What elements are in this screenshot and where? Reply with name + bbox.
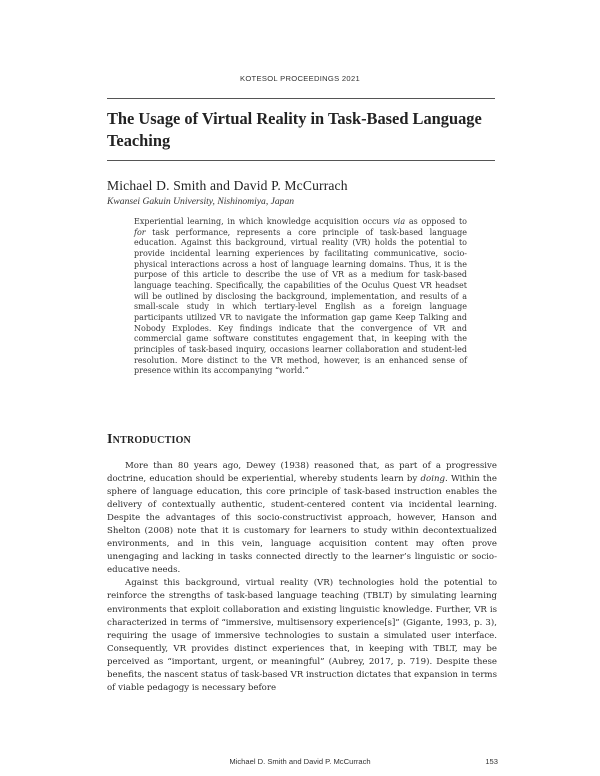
footer-authors: Michael D. Smith and David P. McCurrach	[229, 757, 371, 766]
abstract-text-3: task performance, represents a core principle of task-based language education. Against this background, virtual reality (VR) holds the potential to provide incidental learning experiences by facilitating communicative, socio-physical interactions across a host of language learning domains. Thus, it is the purpose of this article to describe the use of VR as a medium for task-based language teaching. Specifically, the capabilities of the Oculus Quest VR headset will be outlined by disclosing the background, implementation, and results of a small-scale study in which tertiary-level English as a foreign language participants utilized VR to navigate the information gap game Keep Talking and Nobody Explodes. Key findings indicate that the convergence of VR and commercial game software constitutes engagement that, in keeping with the principles of task-based inquiry, occasions learner collaboration and student-led resolution. More distinct to the VR method, however, is an enhanced sense of presence within its accompanying “world.”	[134, 227, 467, 376]
article-title: The Usage of Virtual Reality in Task-Based Language Teaching	[107, 109, 482, 150]
abstract-emphasis-via: via	[393, 217, 406, 226]
paragraph-text: . Within the sphere of language education, this core principle of task-based instruction enables the delivery of contextually authentic, student-centered content via incidental learning. Despite the advantages of this socio-constructivist approach, however, Hanson and Shelton (2008) note that it is customary for learners to study within decontextualized environments, and in this vein, language acquisition content may often prove unengaging and lacking in tasks connected directly to the learner’s linguistic or socio-educative needs.	[107, 474, 497, 576]
abstract-emphasis-for: for	[134, 227, 146, 237]
abstract-text-1: Experiential learning, in which knowledge acquisition occurs	[134, 217, 394, 226]
introduction-body	[107, 460, 497, 695]
title-rule	[107, 160, 495, 161]
paragraph: Against this background, virtual reality (VR) technologies hold the potential to reinforce the strengths of task-based language teaching (TBLT) by simulating learning environments that exploit collaboration and existing linguistic knowledge. Further, VR is characterized in terms of “immersive, multisensory experience[s]” (Gigante, 1993, p. 3), requiring the usage of immersive technologies to sustain a simulated user interface. Consequently, VR provides distinct experiences that, in keeping with TBLT, may be perceived as “important, urgent, or meaningful” (Aubrey, 2017, p. 719). Despite these benefits, the nascent status of task-based VR instruction dictates that expansion in terms of viable pedagogy is necessary before	[107, 578, 497, 693]
paragraph	[107, 460, 497, 577]
author-affiliation: Kwansei Gakuin University, Nishinomiya, Japan	[107, 196, 295, 207]
emphasis-doing: doing	[420, 474, 445, 485]
top-rule	[107, 98, 495, 99]
abstract	[134, 217, 467, 377]
page-number: 153	[485, 757, 498, 766]
paragraph-text: More than 80 years ago, Dewey (1938) reasoned that, as part of a progressive doctrine, education should be experiential, whereby students learn by	[107, 461, 497, 485]
running-head: KOTESOL PROCEEDINGS 2021	[239, 74, 361, 83]
abstract-text-2: as opposed to	[405, 217, 467, 226]
section-heading-introduction: Introduction	[107, 432, 191, 447]
author-names: Michael D. Smith and David P. McCurrach	[107, 178, 348, 193]
